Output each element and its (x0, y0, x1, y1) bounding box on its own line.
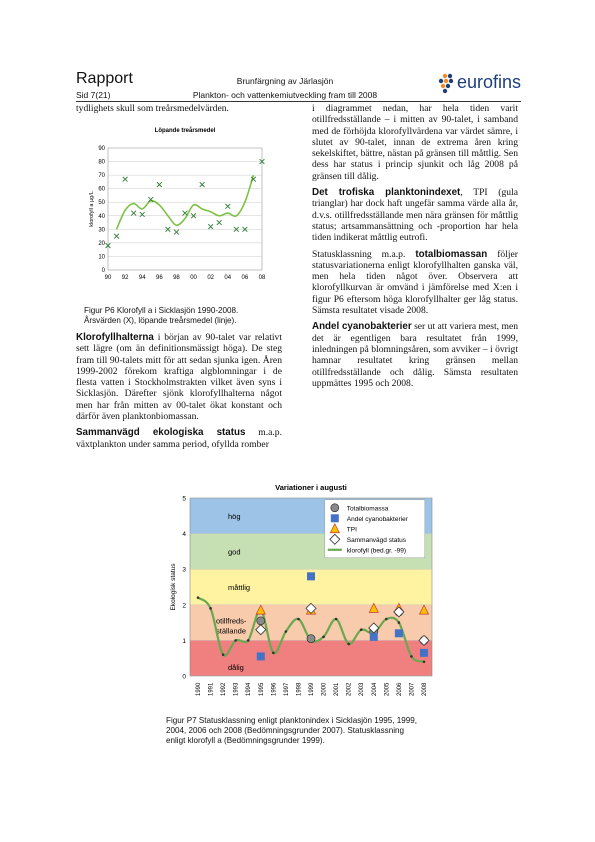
left-top-fragment (76, 103, 286, 114)
chart2-xtick-label: 2003 (359, 682, 366, 696)
p1-lead: Klorofyllhalterna (76, 332, 154, 343)
chart1-ytick-label: 90 (98, 146, 105, 152)
chart2-point-square (370, 633, 378, 641)
chart2-band-4 (190, 640, 432, 676)
left-paragraph-1 (76, 332, 282, 422)
chart1-ylabel: klorofyll a µg/L (89, 191, 95, 227)
caption-p7-line2: 2004, 2006 och 2008 (Bedömningsgrunder 2007). Statusklassning (166, 726, 405, 735)
chart2-ylabel: Ekologisk status (170, 563, 177, 611)
chart1-xtick-label: 08 (258, 275, 266, 281)
chart2-legend-label: Totalbiomassa (346, 505, 389, 513)
chart2-xtick-label: 1994 (246, 682, 253, 696)
chart2-legend-marker (331, 504, 339, 512)
chart1-xtick-label: 96 (155, 275, 163, 281)
chart2-xtick-label: 2006 (396, 682, 403, 696)
chart2-ytick-label: 3 (182, 566, 186, 574)
chart2-band-label: ställande (216, 626, 247, 636)
chart2-band-label: dålig (228, 663, 244, 672)
p1-text: i början av 90-talet var relativt sett lägre (om än definitionsmässigt höga). De steg fram till 90-talets mitt för att sedan sjunka igen. Åren 1999-2002 förekom kraftiga algblomningar i de flesta vatten i Stockholmstrakten vilket även syns i Sicklasjön. Därefter sjönk klorofyllhalterna något men har från mitten av 00-talet ökat konstant och därför även planktonbiomassan. (76, 332, 282, 423)
chart2-band-label: hög (228, 511, 241, 521)
page-number: Sid 7(21) (76, 90, 111, 100)
chart1-title: Löpande treårsmedel (154, 128, 216, 134)
chart1-xtick-label: 04 (224, 275, 232, 281)
r3-pre: Statusklassning m.a.p. (312, 248, 416, 260)
caption-p7-line3: enligt klorofyll a (Bedömningsgrunder 1999). (166, 736, 325, 745)
r4-text: ser ut att variera mest, men det är egentligen bara resultatet från 1999, inledningen på blomningsåren, som avviker – i övrigt hamnar resultatet kring gränsen mellan otillfredsställande och dålig. Sämsta resultaten uppmättes 1995 och 2008. (312, 321, 518, 389)
chart2-chlorophyll-point (285, 630, 288, 633)
chart2-xtick-label: 1991 (208, 682, 215, 696)
chart2-xtick-label: 1995 (258, 682, 265, 696)
right-paragraph-4 (312, 321, 518, 389)
logo-dots-icon (439, 74, 453, 93)
chart2-chlorophyll-point (347, 643, 350, 646)
r2-lead: Det trofiska planktonindexet (312, 187, 461, 199)
chart2-xtick-label: 2002 (346, 682, 353, 696)
chart2-xtick-label: 2008 (422, 682, 428, 696)
chart1-ytick-label: 80 (98, 159, 105, 166)
chart2-band-label: otillfreds- (216, 616, 247, 626)
chart2-point-square (307, 572, 315, 580)
header-rule (76, 101, 521, 102)
chart2-xtick-label: 1990 (196, 682, 202, 696)
chart2-chlorophyll-point (297, 618, 300, 621)
chart2-chlorophyll-point (234, 639, 237, 642)
report-subtitle-2: Plankton- och vattenkemiutveckling fram till 2008 (192, 90, 378, 100)
chart2-point-square (420, 649, 428, 657)
report-subtitle: Brunfärgning av Järlasjön (236, 76, 334, 86)
report-title: Rapport (76, 70, 133, 87)
r3-text: följer statusvariationerna enligt klorofyllhalten ganska väl, men hela tiden något över. Observera att klorofyllkurvan är omvänd i jämförelse med X:en i figur P6 eftersom höga klorofyllhalter ger låg status. Sämsta resultatet visade 2008. (312, 248, 518, 317)
right-body (312, 103, 518, 394)
r2-text: , TPI (gula trianglar) har dock haft ungefär samma värde alla år, d.v.s. otillfredsställande men nära gränsen för måttlig status; artsammansättning och -proportion har hela tiden indikerat måttlig eutrofi. (312, 187, 518, 244)
chart2-ytick-label: 5 (182, 495, 186, 503)
chart2-title: Variationer i augusti (275, 483, 347, 492)
chart2-chlorophyll-point (385, 618, 388, 621)
left-body (76, 332, 282, 455)
chart2-ytick-label: 4 (182, 531, 186, 539)
chart2-chlorophyll-point (398, 621, 401, 624)
chart1-ytick-label: 20 (98, 240, 105, 247)
chart1-xtick-label: 92 (121, 275, 129, 281)
chart2-legend-marker (331, 514, 339, 522)
chart2-xtick-label: 2007 (409, 682, 416, 696)
chart2-band-label: måttlig (228, 583, 251, 592)
chart2-xtick-label: 1992 (221, 682, 228, 696)
chart2-chlorophyll-point (423, 660, 426, 663)
chart2-ytick-label: 2 (182, 602, 186, 610)
right-paragraph-1 (312, 103, 518, 182)
chart2-xtick-label: 1996 (271, 682, 278, 696)
left-fragment-text: tydlighets skull som treårsmedelvärden. (76, 103, 229, 114)
chart2-chlorophyll-point (197, 596, 200, 599)
chart1-ytick-label: 70 (98, 173, 105, 180)
chart2-point-square (257, 652, 265, 660)
chart2-xtick-label: 1993 (233, 682, 240, 696)
chart2-chlorophyll-point (209, 607, 212, 610)
chart2-xtick-label: 1998 (296, 682, 303, 696)
left-paragraph-2 (76, 427, 282, 450)
figure-p6-caption (84, 306, 284, 326)
caption-p6-line1: Figur P6 Klorofyll a i Sicklasjön 1990-2008. (84, 306, 239, 315)
chart2-legend-label: TPI (346, 526, 357, 534)
r1-text: i diagrammet nedan, har hela tiden varit otillfredsställande – i mitten av 90-talet, i samband med de förhöjda klorofyllvärdena var värdet sämre, i slutet av 90-talet, innan de extrema åren kring sekelskiftet, bättre, nästan på gränsen till måttlig. Sen dess har status i princip sjunkit och låg 2008 på gränsen till dålig. (312, 103, 518, 182)
chart2-chlorophyll-point (247, 639, 250, 642)
chart1-xtick-label: 00 (190, 275, 197, 281)
chart2-chlorophyll-point (272, 652, 275, 655)
chart2-point-circle (257, 617, 265, 625)
chart1-xtick-label: 02 (207, 275, 215, 281)
chart1-xtick-label: 94 (138, 275, 146, 281)
chart2-chlorophyll-point (410, 655, 413, 658)
p2-text: m.a.p. växtplankton under samma period, ofyllda romber (76, 427, 282, 450)
chart2-band-label: god (228, 547, 241, 557)
p2-lead: Sammanvägd ekologiska status (76, 427, 246, 439)
chart2-xtick-label: 2000 (321, 682, 328, 696)
chart1-ytick-label: 30 (98, 227, 105, 234)
chart2-xtick-label: 2004 (371, 682, 378, 696)
right-paragraph-3 (312, 249, 518, 317)
chart2-xtick-label: 1997 (283, 682, 290, 696)
chart2-xtick-label: 2005 (384, 682, 391, 696)
chart2-ytick-label: 1 (182, 637, 186, 645)
chart2-point-square (395, 629, 403, 637)
chart1-ytick-label: 0 (101, 268, 105, 274)
right-paragraph-2 (312, 187, 518, 243)
r3-lead: totalbiomassan (415, 248, 488, 260)
chart1-xtick-label: 98 (173, 275, 180, 281)
caption-p6-line2: Årsvärden (X), löpande treårsmedel (linje). (84, 316, 237, 325)
chart2-xtick-label: 1999 (309, 682, 315, 696)
chart2-legend-label: klorofyll (bed.gr. -99) (346, 547, 407, 555)
chart2-chlorophyll-point (335, 618, 338, 621)
chart1-ytick-label: 60 (98, 186, 105, 193)
figure-p7-caption (166, 716, 466, 746)
chart2-legend-label: Andel cyanobakterier (346, 515, 408, 523)
chart2-point-circle (307, 635, 315, 643)
chlorophyll-chart (84, 120, 274, 300)
chart1-xtick-label: 06 (241, 275, 249, 281)
chart1-ytick-label: 10 (98, 254, 105, 261)
caption-p7-line1: Figur P7 Statusklassning enligt planktonindex i Sicklasjön 1995, 1999, (166, 716, 418, 725)
chart1-ytick-label: 40 (98, 213, 105, 220)
chart2-chlorophyll-point (222, 653, 225, 656)
status-chart (166, 478, 436, 710)
chart2-chlorophyll-point (360, 628, 363, 631)
chart2-legend-label: Sammanvägd status (346, 536, 407, 544)
chart2-ytick-label: 0 (182, 673, 186, 681)
logo-text: eurofins (457, 72, 522, 92)
chart1-ytick-label: 50 (98, 200, 105, 207)
chart1-xtick-label: 90 (104, 275, 112, 281)
chart1-plot-area (108, 148, 262, 270)
r4-lead: Andel cyanobakterier (312, 321, 412, 333)
chart2-xtick-label: 2001 (334, 682, 341, 696)
chart2-chlorophyll-point (322, 636, 325, 639)
